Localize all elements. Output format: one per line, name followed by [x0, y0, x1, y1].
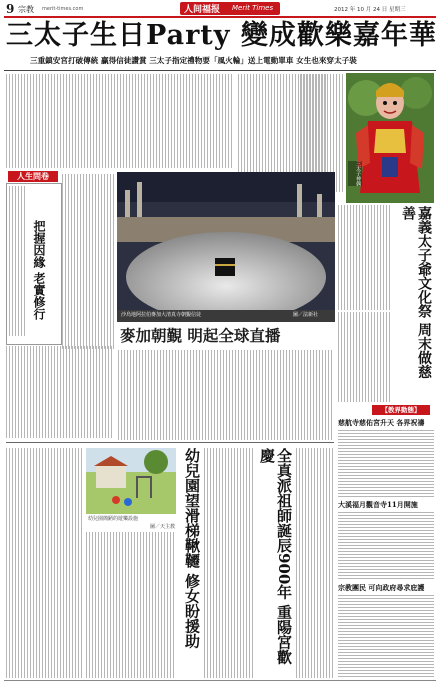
left-lower-text	[6, 346, 114, 438]
mecca-headline: 麥加朝覲 明起全球直播	[120, 326, 281, 345]
news-item-3-text	[338, 595, 434, 677]
puppet-caption: 三太子神偶	[348, 161, 362, 186]
main-headline: 三太子生日Party 變成歡樂嘉年華	[6, 20, 437, 51]
right-story-text	[338, 205, 390, 310]
bottom-center-text	[204, 448, 254, 678]
news-box-tag: 【教界動態】	[372, 405, 430, 415]
section-divider	[6, 442, 334, 443]
logo-box	[180, 2, 280, 15]
right-story-heading: 嘉義太子爺文化祭 周末做慈善	[400, 206, 432, 379]
left-column-text	[62, 174, 114, 349]
bottom-left-text-2	[86, 532, 176, 678]
news-item-2: 大溪福月觀音寺11月開施	[338, 500, 418, 509]
mecca-photo-caption: 沙烏地阿拉伯麥加大清真寺朝覲信徒	[121, 312, 202, 318]
puppet-photo	[346, 73, 434, 203]
main-subhead: 三重鎮安宮打破傳統 贏得信徒讚賞 三太子指定禮物要「風火輪」送上電動單車 女生也來穿太子裝	[30, 56, 357, 65]
site-url: merit-times.com	[42, 6, 84, 12]
brand-name: Merit Times	[232, 4, 274, 12]
left-box-text	[9, 186, 27, 336]
logo: 人间福报	[184, 5, 221, 15]
playground-caption: 幼兒園簡陋的遊樂設施	[88, 516, 139, 522]
mecca-photo	[117, 172, 335, 322]
left-column-tag: 人生問卷	[8, 171, 58, 182]
page-number: 9	[6, 2, 15, 16]
mecca-photo-credit: 圖／法新社	[293, 312, 319, 318]
issue-date: 2012 年 10 月 24 日 星期三	[334, 7, 406, 13]
section-name: 宗教	[18, 5, 34, 14]
news-item-2-text	[338, 512, 434, 580]
playground-photo	[86, 448, 176, 514]
news-item-1-text	[338, 430, 434, 498]
right-story-text-2	[338, 312, 390, 402]
main-story-text	[6, 74, 232, 168]
bottom-left-text	[6, 448, 84, 678]
header-rule	[4, 16, 436, 18]
subhead-rule	[4, 70, 436, 71]
masthead	[0, 0, 440, 18]
playground-credit: 圖／天主教	[150, 524, 176, 530]
playground-headline: 幼兒園望滑梯鞦韆 修女盼援助	[183, 448, 201, 649]
mecca-story-text	[118, 350, 334, 440]
left-column-heading: 把握因緣 老實修行	[32, 220, 46, 321]
footer-rule	[4, 680, 436, 681]
news-item-1: 慈航寺慈佑宮升天 各界祝禱	[338, 418, 425, 427]
news-item-3: 宗教團民 可向政府尋求庇護	[338, 583, 425, 592]
mecca-illustration	[117, 172, 335, 322]
quanzhen-headline: 全真派祖師誕辰900年 重陽宮歡慶	[258, 448, 293, 665]
bottom-center-text-2	[296, 448, 334, 678]
playground-illustration	[86, 448, 176, 514]
